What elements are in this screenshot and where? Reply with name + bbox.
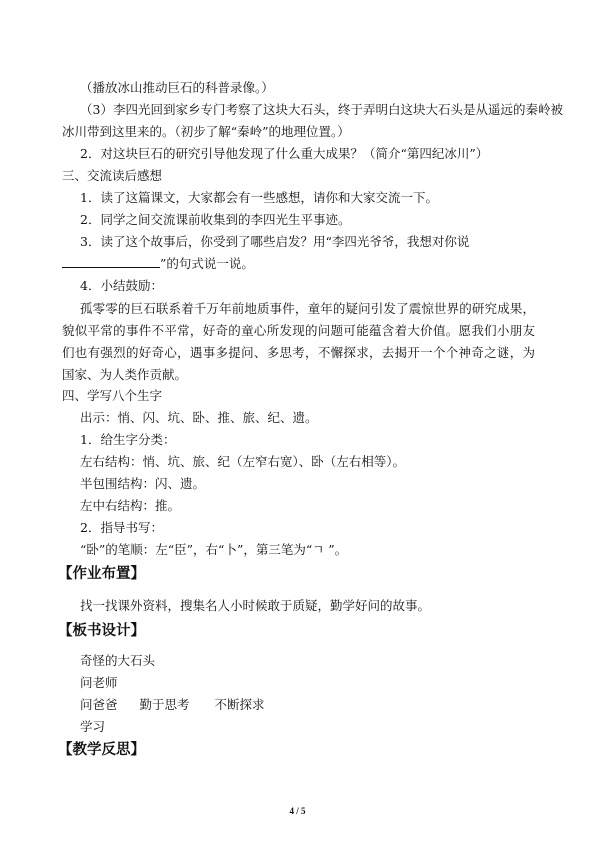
text-line: 4．小结鼓励： bbox=[80, 278, 163, 293]
reflection-heading: 【教学反思】 bbox=[58, 741, 145, 758]
board-item: 不断探求 bbox=[214, 697, 265, 712]
text-line: 半包围结构：闪、遗。 bbox=[80, 476, 206, 491]
text-line: （播放冰山推动巨石的科普录像。） bbox=[80, 80, 274, 95]
section-heading: 四、学写八个生字 bbox=[62, 388, 163, 403]
board-item: 勤于思考 bbox=[139, 697, 190, 712]
text-line: 2．指导书写： bbox=[80, 520, 163, 535]
board-title: 奇怪的大石头 bbox=[80, 653, 156, 668]
text-line: 左右结构：悄、坑、旅、纪（左窄右宽）、卧（左右相等）。 bbox=[80, 454, 406, 469]
section-heading: 三、交流读后感想 bbox=[62, 168, 163, 183]
text-line: 1．读了这篇课文，大家都会有一些感想，请你和大家交流一下。 bbox=[80, 190, 438, 205]
summary-paragraph: 孤零零的巨石联系着千万年前地质事件，童年的疑问引发了震惊世界的研究成果，貌似平常的事件不平常，好奇的童心所发现的问题可能蕴含着大价值。愿我们小朋友们也有强烈的好奇心，遇事多提问、多思考，不懈探求，去揭开一个个神奇之谜，为国家、为人类作贡献。 bbox=[62, 301, 535, 382]
board-heading: 【板书设计】 bbox=[58, 622, 145, 639]
page-number: 4 / 5 bbox=[289, 806, 306, 816]
text-line-with-blank bbox=[62, 255, 535, 273]
fill-in-blank bbox=[62, 255, 160, 268]
text-line: 出示：悄、闪、坑、卧、推、旅、纪、遗。 bbox=[80, 410, 318, 425]
text-line: 1．给生字分类： bbox=[80, 432, 176, 447]
text-line: ”的句式说一说。 bbox=[160, 256, 254, 271]
text-line: 3．读了这个故事后，你受到了哪些启发？用“李四光爷爷，我想对你说 bbox=[80, 234, 470, 249]
board-row: 学习 bbox=[80, 719, 106, 734]
homework-text: 找一找课外资料，搜集名人小时候敢于质疑，勤学好问的故事。 bbox=[80, 598, 431, 613]
board-row: 问老师 bbox=[80, 675, 118, 690]
text-line: 2．对这块巨石的研究引导他发现了什么重大成果？（简介“第四纪冰川”） bbox=[80, 146, 489, 161]
board-item: 问爸爸 bbox=[80, 697, 118, 712]
text-line: 2．同学之间交流课前收集到的李四光生平事迹。 bbox=[80, 212, 351, 227]
text-line: “卧”的笔顺：左“臣”，右“卜”，第三笔为“ㄱ ”。 bbox=[80, 542, 348, 557]
text-line: 左中右结构：推。 bbox=[80, 498, 181, 513]
homework-heading: 【作业布置】 bbox=[58, 565, 145, 582]
text-line: （3）李四光回到家乡专门考察了这块大石头，终于弄明白这块大石头是从遥远的秦岭被 bbox=[80, 102, 563, 117]
text-line: 冰川带到这里来的。（初步了解“秦岭”的地理位置。） bbox=[62, 124, 350, 139]
board-row bbox=[80, 696, 535, 714]
